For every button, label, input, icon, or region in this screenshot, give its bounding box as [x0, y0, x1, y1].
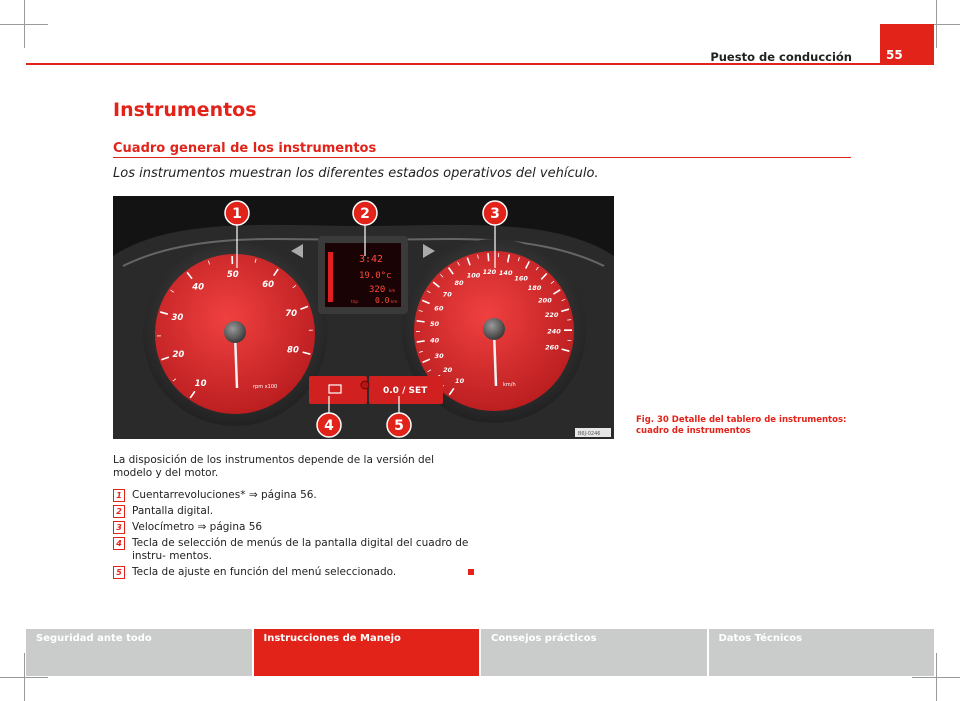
list-item-text: Pantalla digital. [132, 505, 214, 517]
crop-mark [24, 653, 25, 701]
speedometer-label: 200 [538, 296, 552, 305]
callout-1 [225, 201, 249, 225]
speedometer-label: 100 [466, 271, 481, 280]
crop-mark [936, 0, 937, 48]
tachometer-label: 60 [262, 280, 275, 291]
fuel-bar [328, 252, 333, 302]
speedometer-label: 120 [482, 268, 497, 277]
tachometer-label: 10 [194, 379, 207, 390]
display-trip-label: trip [351, 299, 358, 304]
speedometer-label: 240 [547, 327, 561, 336]
speedometer-tick [567, 340, 571, 341]
section-subtitle: Cuadro general de los instrumentos [113, 141, 377, 156]
speedometer-label: 40 [430, 336, 440, 345]
speedometer-label: 80 [454, 279, 464, 288]
list-item-text: Tecla de ajuste en función del menú seleccionado. [132, 566, 397, 578]
speedometer-label: 50 [429, 320, 440, 329]
tachometer-label: 20 [172, 349, 185, 360]
speedometer-label: 10 [455, 377, 465, 386]
list-number-badge: 2 [113, 505, 125, 518]
callout-2-number: 2 [360, 206, 370, 222]
instrument-cluster-illustration [113, 196, 614, 439]
page-title: Instrumentos [113, 99, 257, 121]
footer-nav [26, 629, 934, 676]
callout-4-number: 4 [324, 418, 334, 434]
footer-tab-seguridad[interactable]: Seguridad ante todo [26, 629, 252, 676]
numbered-list [113, 489, 473, 582]
list-item-text: Velocímetro ⇒ página 56 [132, 521, 263, 533]
callout-3-number: 3 [490, 206, 500, 222]
list-item [113, 537, 473, 563]
instrument-cluster-figure [113, 196, 614, 439]
speedometer-label: 60 [434, 304, 444, 313]
display-odometer-unit: km [389, 288, 396, 293]
speedometer-label: 30 [434, 352, 444, 361]
list-item [113, 489, 473, 502]
list-number-badge: 1 [113, 489, 125, 502]
callout-4 [317, 413, 341, 437]
crop-mark [24, 0, 25, 48]
footer-tab-consejos[interactable]: Consejos prácticos [481, 629, 707, 676]
section-title: Puesto de conducción [710, 50, 852, 64]
intro-text: Los instrumentos muestran los diferentes estados operativos del vehículo. [113, 166, 599, 181]
callout-1-number: 1 [232, 206, 242, 222]
tachometer-label: 30 [171, 313, 184, 324]
speedometer-label: 260 [545, 343, 559, 352]
display-trip-unit: km [391, 299, 398, 304]
tachometer-hub [224, 321, 246, 343]
speedometer-label: 70 [442, 290, 452, 299]
footer-tab-datos[interactable]: Datos Técnicos [709, 629, 935, 676]
tachometer-label: 70 [285, 308, 298, 319]
tachometer-label: 50 [226, 270, 239, 281]
speedometer-label: 220 [544, 311, 559, 320]
speedometer-tick [417, 321, 425, 322]
body-paragraph: La disposición de los instrumentos depende de la versión del modelo y del motor. [113, 454, 435, 479]
set-button-label: 0.0 / SET [383, 386, 428, 396]
figure-caption: Fig. 30 Detalle del tablero de instrumentos: cuadro de instrumentos [636, 415, 847, 436]
display-odometer: 320 [369, 285, 386, 295]
tachometer-label: 40 [192, 282, 205, 293]
list-number-badge: 4 [113, 537, 125, 550]
callout-5 [387, 413, 411, 437]
list-item-text: Cuentarrevoluciones* ⇒ página 56. [132, 489, 317, 501]
speedometer-label: 20 [443, 366, 453, 375]
list-number-badge: 3 [113, 521, 125, 534]
footer-tab-instrucciones[interactable]: Instrucciones de Manejo [254, 629, 480, 676]
speedometer-label: 160 [514, 274, 528, 283]
list-number-badge: 5 [113, 566, 125, 579]
list-item [113, 505, 473, 518]
callout-5-number: 5 [394, 418, 404, 434]
speedometer-hub [483, 318, 505, 340]
tachometer-label: 80 [287, 345, 299, 356]
speedometer-tick [488, 253, 489, 261]
crop-mark [936, 653, 937, 701]
figure-code: B6J-0246 [578, 431, 601, 437]
display-trip: 0.0 [375, 296, 390, 305]
list-item-text: Tecla de selección de menús de la pantalla digital del cuadro de instru- mentos. [132, 537, 469, 562]
speedometer-label: 180 [527, 283, 542, 292]
section-end-mark [468, 569, 474, 575]
display-time: 3:42 [359, 254, 384, 265]
callout-2 [353, 201, 377, 225]
speedometer-label: 140 [498, 269, 513, 278]
subtitle-rule [113, 157, 851, 158]
speedometer-unit: km/h [503, 382, 516, 388]
list-item [113, 521, 473, 534]
callout-3 [483, 201, 507, 225]
tachometer-unit: rpm x100 [253, 384, 278, 390]
menu-button [309, 376, 367, 404]
speedometer-tick [417, 341, 425, 342]
page-number: 55 [880, 24, 934, 65]
indicator-lamp [361, 381, 369, 389]
list-item [113, 566, 473, 579]
display-temperature: 19.0°c [359, 271, 392, 281]
